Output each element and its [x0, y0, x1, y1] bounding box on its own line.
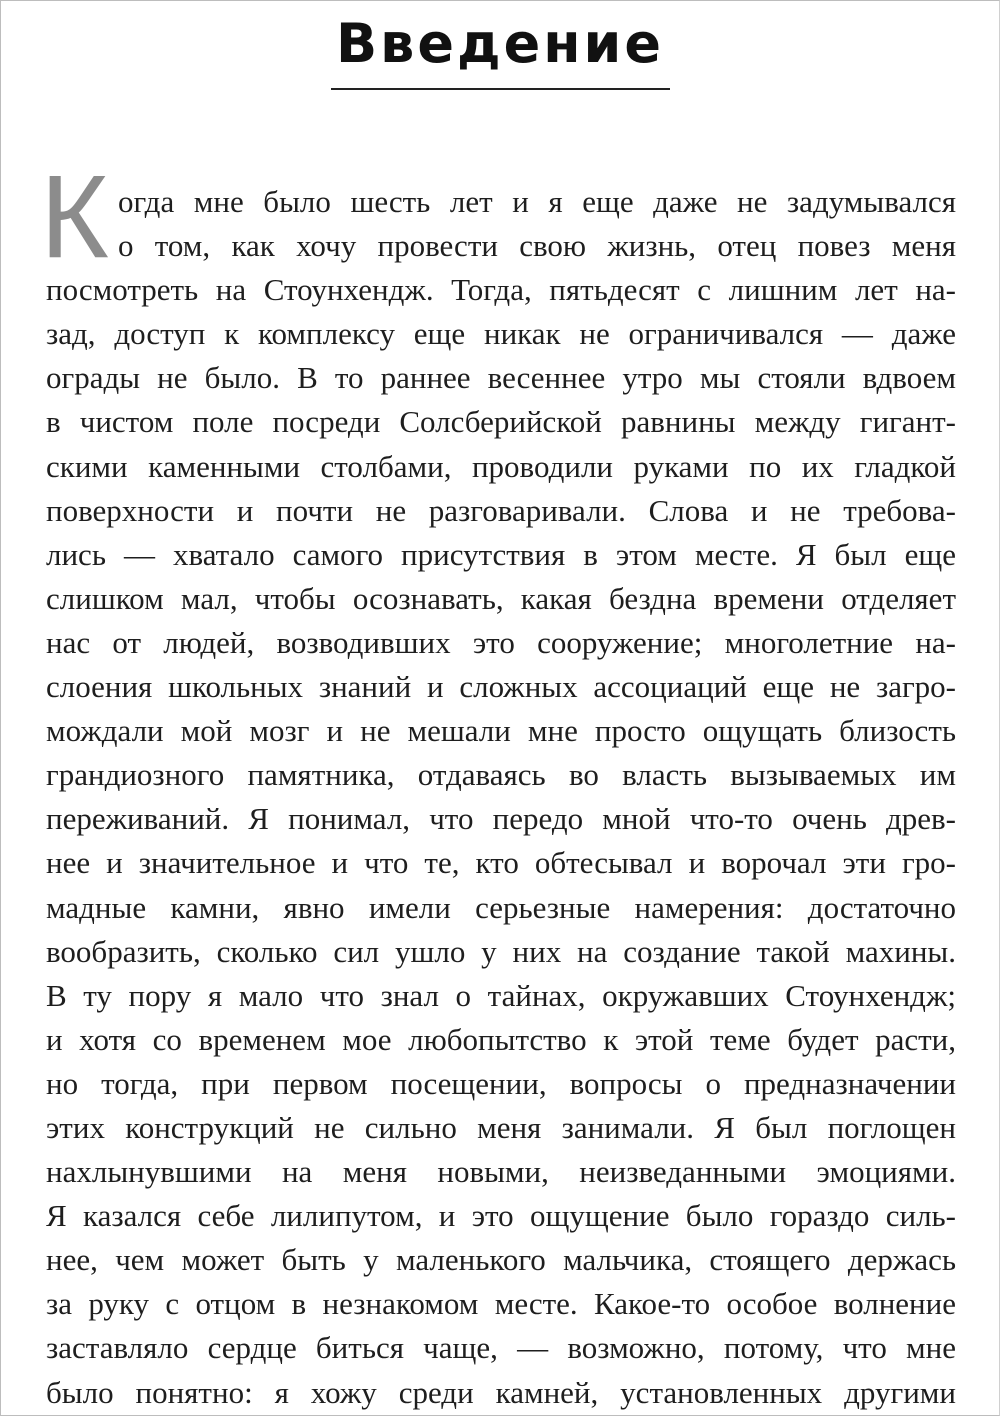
text-line: огда мне было шесть лет и я еще даже не задумывался — [118, 184, 956, 219]
body-paragraph — [46, 180, 956, 1415]
text-line: В ту пору я мало что знал о тайнах, окружавших Стоунхендж; — [46, 977, 956, 1013]
text-line: зад, доступ к комплексу еще никак не ограничивался — даже — [46, 316, 956, 352]
text-line: скими каменными столбами, проводили руками по их гладкой — [46, 448, 956, 484]
text-line: заставляло сердце биться чаще, — возможно, потому, что мне — [46, 1330, 956, 1366]
text-line: о том, как хочу провести свою жизнь, отец повез меня — [118, 228, 956, 264]
text-line: этих конструкций не сильно меня занимали. Я был поглощен — [46, 1109, 956, 1145]
text-line: ограды не было. В то раннее весеннее утро мы стояли вдвоем — [46, 360, 956, 396]
text-line: в чистом поле посреди Солсберийской равнины между гигант- — [46, 404, 956, 440]
text-line: мождали мой мозг и не мешали мне просто ощущать близость — [46, 713, 956, 749]
chapter-title: Введение — [336, 12, 664, 75]
text-line: грандиозного памятника, отдаваясь во власть вызываемых им — [46, 757, 956, 793]
text-line: переживаний. Я понимал, что передо мной что-то очень древ- — [46, 801, 956, 837]
text-line: нее, чем может быть у маленького мальчика, стоящего держась — [46, 1242, 956, 1278]
text-line: и хотя со временем мое любопытство к этой теме будет расти, — [46, 1021, 956, 1057]
text-line: мадные камни, явно имели серьезные намерения: достаточно — [46, 889, 956, 925]
text-line: нее и значительное и что те, кто обтесывал и ворочал эти гро- — [46, 845, 956, 881]
text-line: за руку с отцом в незнакомом месте. Какое-то особое волнение — [46, 1286, 956, 1322]
text-line: но тогда, при первом посещении, вопросы о предназначении — [46, 1065, 956, 1101]
title-underline — [331, 88, 670, 90]
text-line: слоения школьных знаний и сложных ассоциаций еще не загро- — [46, 669, 956, 705]
text-line: нас от людей, возводивших это сооружение; многолетние на- — [46, 624, 956, 660]
text-line: слишком мал, чтобы осознавать, какая бездна времени отделяет — [46, 580, 956, 616]
drop-cap: К — [40, 151, 109, 283]
text-line: вообразить, сколько сил ушло у них на создание такой махины. — [46, 933, 956, 969]
text-line: поверхности и почти не разговаривали. Слова и не требова- — [46, 492, 956, 528]
text-line: было понятно: я хожу среди камней, установленных другими — [46, 1374, 956, 1410]
text-line: Я казался себе лилипутом, и это ощущение было гораздо силь- — [46, 1198, 956, 1234]
text-line: посмотреть на Стоунхендж. Тогда, пятьдесят с лишним лет на- — [46, 272, 956, 308]
text-line: лись — хватало самого присутствия в этом месте. Я был еще — [46, 536, 956, 572]
chapter-heading — [0, 6, 1000, 82]
text-line: нахлынувшими на меня новыми, неизведанными эмоциями. — [46, 1154, 956, 1190]
